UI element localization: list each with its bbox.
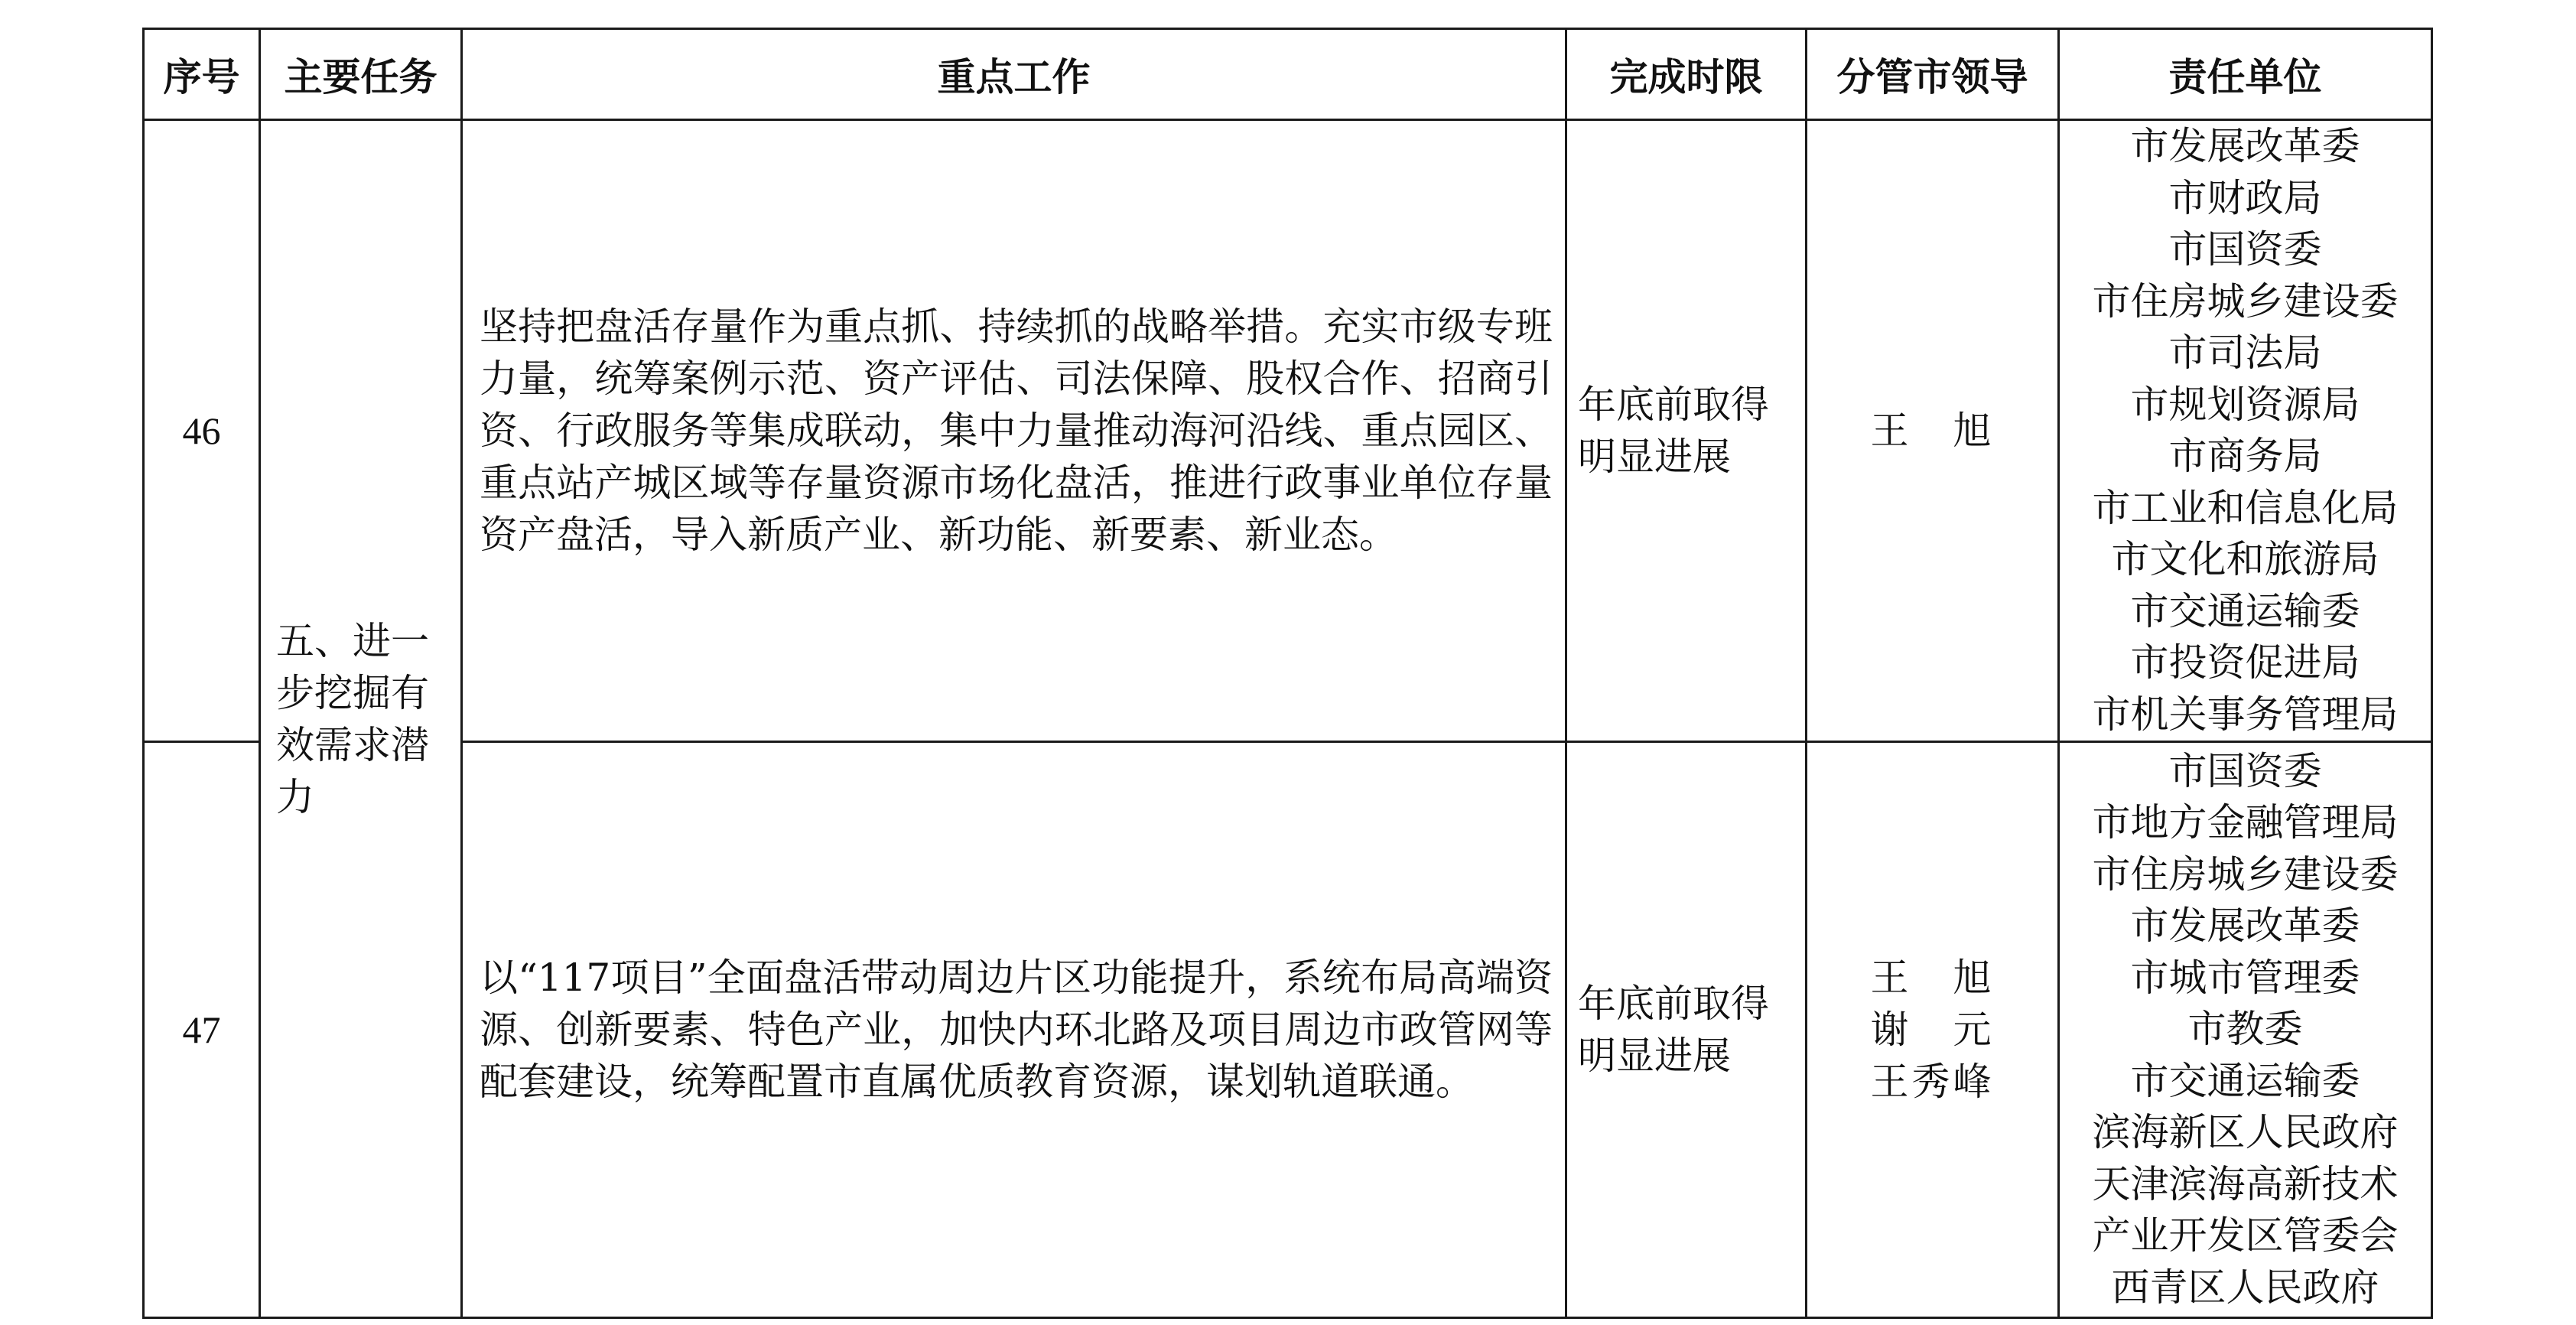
deadline-cell: 年底前取得明显进展 [1566,742,1807,1318]
leader-name: 王 旭 [1870,955,1995,1000]
unit-name: 西青区人民政府 [2111,1265,2379,1310]
unit-name: 市住房城乡建设委 [2092,278,2399,324]
unit-name: 市交通运输委 [2130,1058,2360,1103]
main-task-cell: 五、进一步挖掘有效需求潜力 [260,120,462,1318]
responsible-units-cell [2059,120,2432,742]
deadline-cell: 年底前取得明显进展 [1566,120,1807,742]
leader-cell [1807,120,2059,742]
key-work-cell: 坚持把盘活存量作为重点抓、持续抓的战略举措。充实市级专班力量，统筹案例示范、资产评估、司法保障、股权合作、招商引资、行政服务等集成联动，集中力量推动海河沿线、重点园区、重点站产城区域等存量资源市场化盘活，推进行政事业单位存量资产盘活，导入新质产业、新功能、新要素、新业态。 [462,120,1566,742]
unit-name: 市交通运输委 [2130,588,2360,633]
row-seq: 46 [144,120,260,742]
unit-name: 市机关事务管理局 [2092,692,2399,737]
key-work-cell: 以“117项目”全面盘活带动周边片区功能提升，系统布局高端资源、创新要素、特色产业，加快内环北路及项目周边市政管网等配套建设，统筹配置市直属优质教育资源，谋划轨道联通。 [462,742,1566,1318]
header-key-work: 重点工作 [462,29,1566,120]
unit-name: 市住房城乡建设委 [2092,851,2399,897]
header-seq: 序号 [144,29,260,120]
unit-name: 市国资委 [2168,748,2322,793]
leader-name: 王 旭 [1870,409,1995,453]
unit-name: 市发展改革委 [2130,124,2360,168]
unit-name: 市投资促进局 [2130,640,2360,685]
unit-name: 滨海新区人民政府 [2092,1110,2399,1155]
unit-name: 市财政局 [2168,175,2322,220]
header-responsible-unit: 责任单位 [2059,29,2432,120]
responsible-units-cell [2059,742,2432,1318]
unit-name: 市司法局 [2168,330,2322,375]
leader-name: 王秀峰 [1870,1060,1995,1104]
header-row [144,29,2432,120]
unit-name: 市发展改革委 [2130,903,2360,949]
table-row [144,120,2432,742]
row-seq: 47 [144,742,260,1318]
task-table [142,28,2433,1319]
unit-name: 天津滨海高新技术 [2092,1161,2399,1206]
unit-name: 市文化和旅游局 [2111,537,2379,581]
unit-name: 市规划资源局 [2130,382,2360,427]
unit-name: 市工业和信息化局 [2092,485,2399,530]
unit-name: 产业开发区管委会 [2092,1213,2399,1258]
leader-cell [1807,742,2059,1318]
header-leader: 分管市领导 [1807,29,2059,120]
unit-name: 市国资委 [2168,227,2322,272]
leader-name: 谢 元 [1870,1008,1995,1052]
unit-name: 市城市管理委 [2130,955,2360,1000]
unit-name: 市教委 [2187,1007,2303,1052]
header-deadline: 完成时限 [1566,29,1807,120]
table-row [144,742,2432,1318]
header-main-task: 主要任务 [260,29,462,120]
unit-name: 市商务局 [2168,434,2322,478]
unit-name: 市地方金融管理局 [2092,800,2399,845]
